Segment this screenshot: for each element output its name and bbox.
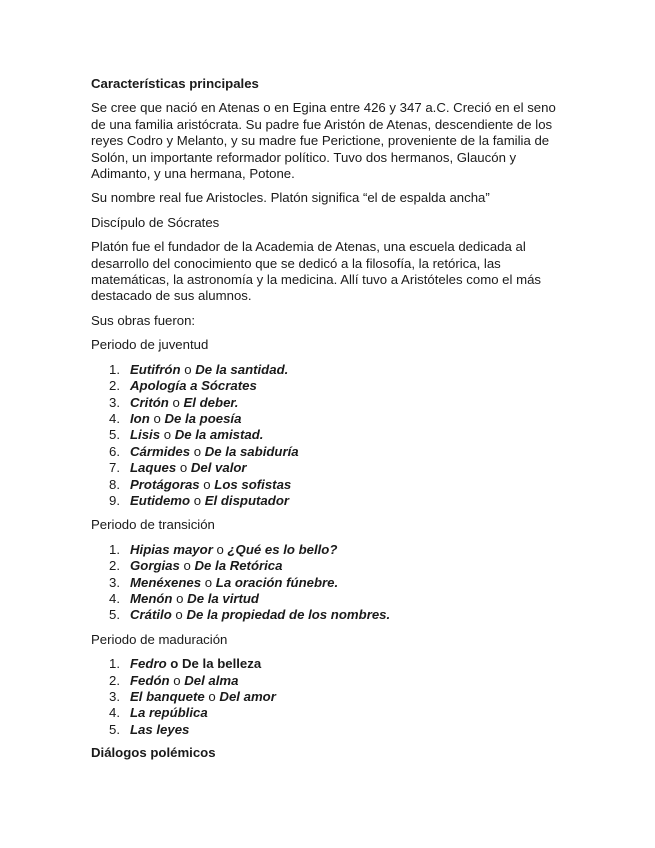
work-title: Laques [130,460,177,476]
title-separator: o [176,460,191,476]
work-title: Fedón [130,672,170,688]
work-title: Eutifrón [130,361,181,377]
list-item [91,705,561,721]
disciple-paragraph: Discípulo de Sócrates [91,214,220,230]
work-alt-title: De la propiedad de los nombres. [186,607,391,623]
work-title: Ion [130,410,150,426]
title-separator: o [212,541,228,557]
work-alt-title: De la santidad. [195,361,289,377]
section-title: Características principales [91,76,259,91]
work-alt-title: De la poesía [164,410,242,426]
title-separator: o [149,410,165,426]
work-alt-title: De la virtud [187,590,259,606]
polemic-dialogues-title: Diálogos polémicos [91,745,216,761]
work-title: Las leyes [130,721,190,737]
work-alt-title: Del alma [184,672,239,688]
work-alt-title: De la amistad. [174,427,264,443]
work-title: Fedro [130,656,167,672]
works-intro: Sus obras fueron: [91,312,196,328]
title-separator: o [169,672,185,688]
list-item-number: 6. [109,443,120,459]
list-item-number: 2. [109,558,120,574]
title-separator: o [166,656,183,672]
list-item [91,395,561,411]
title-separator: o [190,443,205,459]
work-title: Lisis [130,427,161,443]
work-title: Crátilo [130,607,172,623]
title-separator: o [204,689,220,704]
list-item-number: 1. [109,361,120,377]
list-item-number: 1. [109,541,120,557]
list-item [91,493,561,509]
work-alt-title: El disputador [204,492,290,508]
work-alt-title: De la sabiduría [204,443,299,459]
list-item-number: 3. [109,574,120,590]
title-separator: o [180,361,196,377]
list-item [91,689,561,705]
list-item-number: 5. [109,427,120,443]
list-item-number: 4. [109,410,120,426]
list-item-number: 5. [109,607,120,623]
list-item [91,460,561,476]
list-item [91,656,561,672]
work-title: Menón [130,590,173,606]
list-item-number: 8. [109,476,120,492]
work-title: Gorgias [130,558,180,574]
list-item [91,673,561,689]
work-alt-title: De la belleza [182,656,262,672]
work-title: Apología a Sócrates [130,378,257,394]
list-item [91,542,561,558]
work-alt-title: ¿Qué es lo bello? [227,541,338,557]
title-separator: o [171,607,187,623]
work-title: Hipias mayor [130,541,213,557]
transition-period-label: Periodo de transición [91,517,215,533]
list-item-number: 5. [109,721,120,737]
list-item [91,558,561,574]
list-item [91,591,561,607]
academy-paragraph: Platón fue el fundador de la Academia de Atenas, una escuela dedicada al desarrollo del conocimiento que se dedicó a la filosofía, la retórica, las matemáticas, la astronomía y la medicina. Allí tuvo a Aristóteles como el más destacado de sus alumnos. [91,239,542,304]
transition-works-list [91,542,561,624]
title-separator: o [179,558,195,574]
youth-works-list [91,362,561,510]
work-alt-title: De la Retórica [194,558,283,574]
document-content [91,76,561,762]
work-title: Cármides [130,443,191,459]
title-separator: o [160,427,175,443]
title-separator: o [168,394,184,410]
work-alt-title: Del amor [219,689,276,704]
title-separator: o [199,476,215,492]
work-alt-title: La oración fúnebre. [215,574,339,590]
list-item [91,427,561,443]
maturation-period-label: Periodo de maduración [91,631,228,647]
list-item [91,722,561,738]
list-item-number: 4. [109,705,120,721]
list-item-number: 3. [109,689,120,704]
work-alt-title: Del valor [190,460,247,476]
work-title: El banquete [130,689,205,704]
list-item-number: 7. [109,460,120,476]
maturation-works-list [91,656,561,738]
list-item [91,575,561,591]
title-separator: o [190,492,205,508]
work-title: Critón [130,394,169,410]
work-title: La república [130,705,208,721]
real-name-paragraph: Su nombre real fue Aristocles. Platón significa “el de espalda ancha” [91,190,490,206]
title-separator: o [172,590,188,606]
intro-paragraph: Se cree que nació en Atenas o en Egina entre 426 y 347 a.C. Creció en el seno de una familia aristócrata. Su padre fue Aristón de Atenas, descendiente de los reyes Codro y Melanto, y su madre fue Perictione, proveniente de la familia de Solón, un importante reformador político. Tuvo dos hermanos, Glaucón y Adimanto, y una hermana, Potone. [91,100,556,182]
list-item [91,444,561,460]
list-item-number: 4. [109,590,120,606]
work-alt-title: Los sofistas [214,476,292,492]
list-item [91,607,561,623]
list-item-number: 2. [109,672,120,688]
list-item [91,362,561,378]
list-item [91,477,561,493]
list-item [91,411,561,427]
work-alt-title: El deber. [183,394,239,410]
work-title: Menéxenes [130,574,202,590]
list-item-number: 2. [109,378,120,394]
youth-period-label: Periodo de juventud [91,337,209,353]
title-separator: o [201,574,216,590]
work-title: Eutidemo [130,492,191,508]
list-item-number: 1. [109,656,120,672]
list-item-number: 9. [109,492,120,508]
work-title: Protágoras [130,476,200,492]
list-item [91,378,561,394]
list-item-number: 3. [109,394,120,410]
